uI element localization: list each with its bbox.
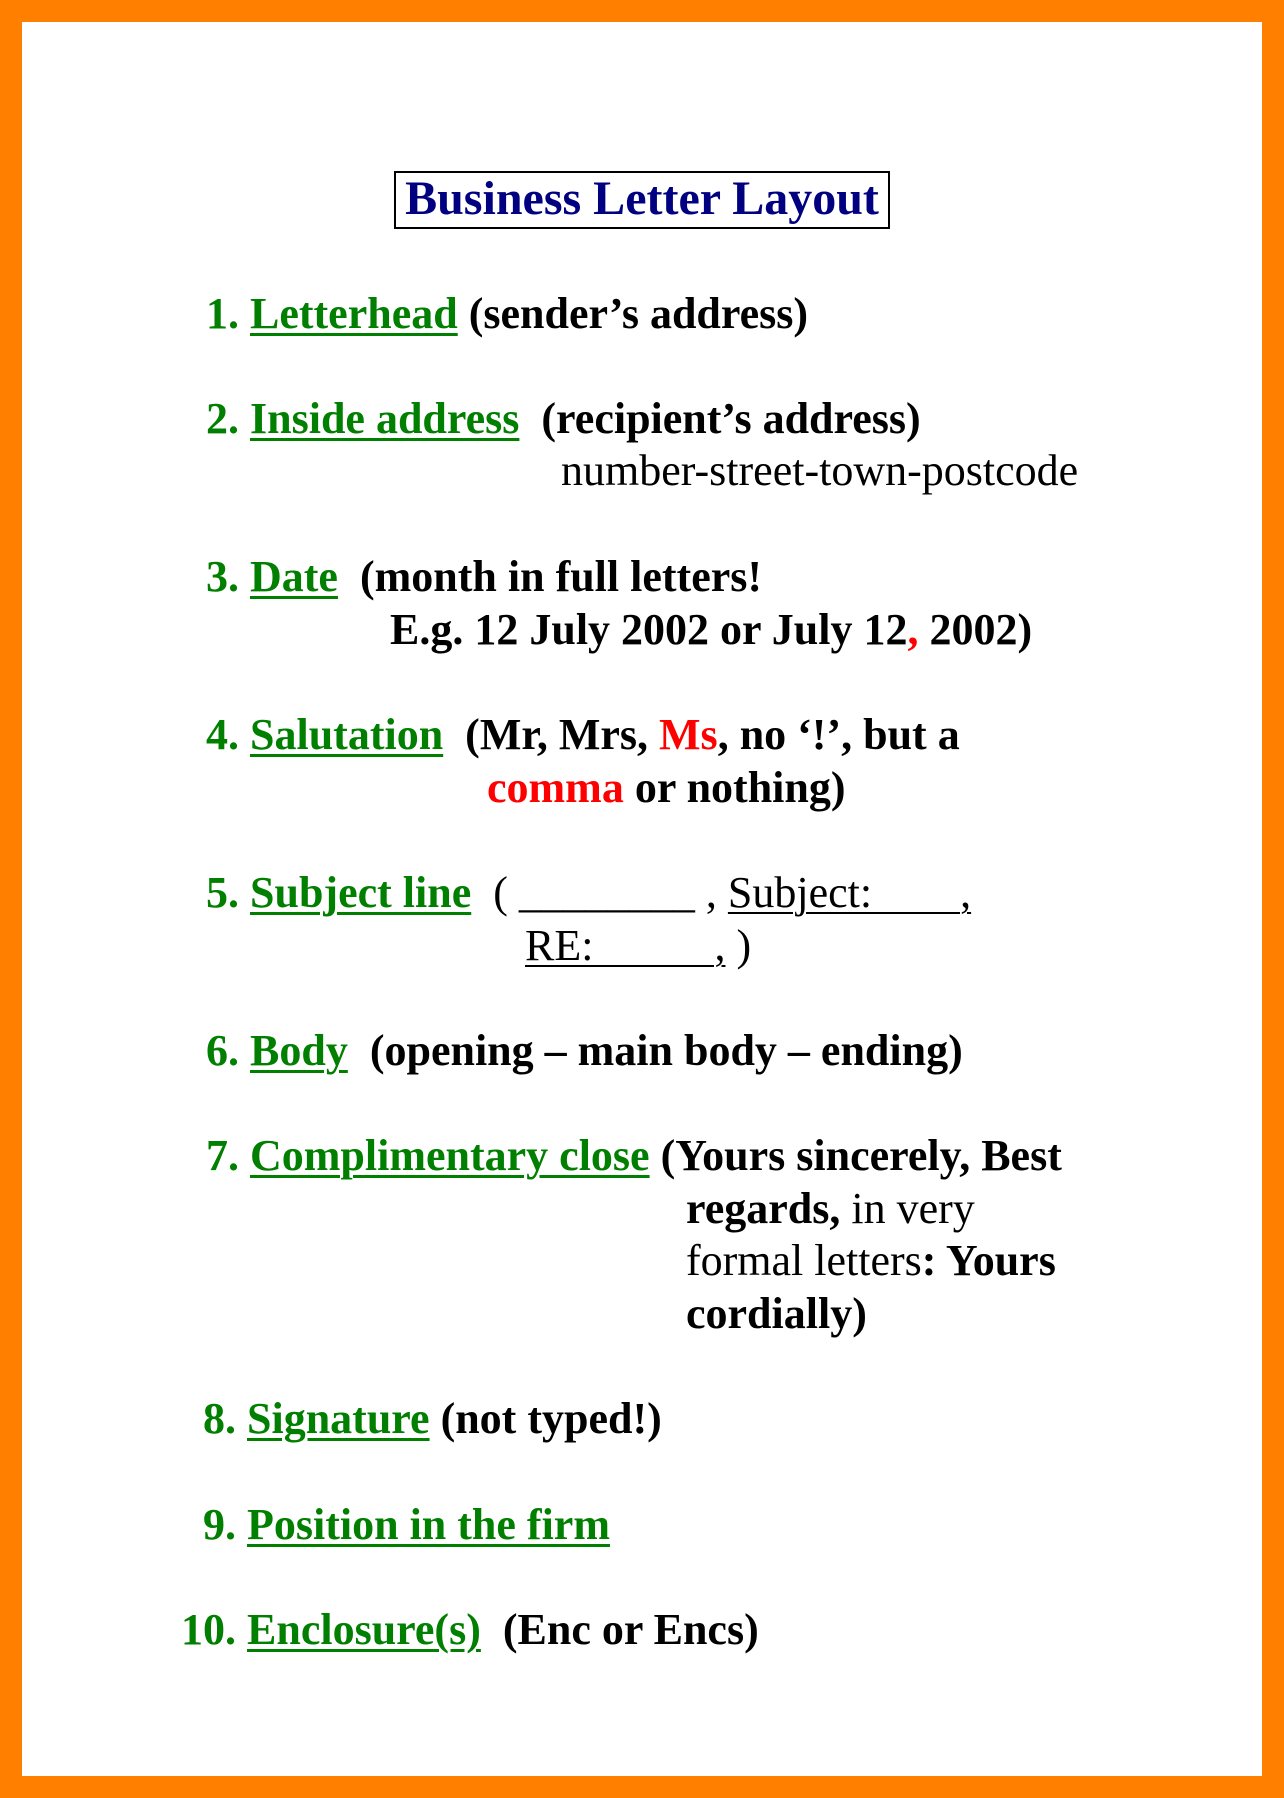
subject-label: Subject: , bbox=[727, 868, 972, 917]
list-item-date bbox=[206, 552, 763, 601]
item-term: Complimentary close bbox=[250, 1131, 650, 1180]
list-item-inside-address bbox=[206, 394, 921, 443]
item-description: (month in full letters! bbox=[359, 552, 763, 601]
ms-highlight: Ms bbox=[659, 710, 718, 759]
subject-blank: ( ________ , bbox=[493, 868, 728, 917]
salutation-titles: (Mr, Mrs, bbox=[465, 710, 660, 759]
list-item-signature bbox=[203, 1394, 662, 1443]
date-comma-highlight: , bbox=[907, 605, 919, 654]
close-formal-letters: formal letters bbox=[686, 1236, 922, 1285]
list-item-complimentary-close bbox=[206, 1131, 1062, 1180]
item-description: (not typed!) bbox=[429, 1394, 662, 1443]
list-item-enclosures bbox=[181, 1605, 759, 1654]
item-term: Letterhead bbox=[250, 289, 458, 338]
list-item-position bbox=[203, 1500, 610, 1549]
list-item-subject-line bbox=[206, 868, 972, 917]
item-description bbox=[465, 710, 960, 759]
item-description-line2 bbox=[525, 921, 752, 970]
close-regards: regards, bbox=[686, 1184, 841, 1233]
list-item-letterhead bbox=[206, 289, 809, 338]
item-description: (Yours sincerely, Best bbox=[660, 1131, 1062, 1180]
item-term: Inside address bbox=[250, 394, 520, 443]
item-description: (recipient’s address) bbox=[541, 394, 921, 443]
comma-highlight: comma bbox=[487, 763, 624, 812]
item-number: 3. bbox=[206, 552, 239, 601]
item-term: Salutation bbox=[250, 710, 444, 759]
item-description: (opening – main body – ending) bbox=[369, 1026, 963, 1075]
item-term: Position in the firm bbox=[247, 1500, 610, 1549]
date-example-end: 2002) bbox=[918, 605, 1033, 654]
salutation-rule: , no ‘!’, but a bbox=[717, 710, 960, 759]
item-description-line2 bbox=[487, 763, 846, 812]
re-label: RE: , bbox=[525, 921, 726, 970]
item-description: (Enc or Encs) bbox=[502, 1605, 759, 1654]
salutation-rule-end: or nothing) bbox=[623, 763, 846, 812]
item-number: 4. bbox=[206, 710, 239, 759]
item-number: 2. bbox=[206, 394, 239, 443]
item-number: 9. bbox=[203, 1500, 236, 1549]
item-number: 1. bbox=[206, 289, 239, 338]
item-term: Subject line bbox=[250, 868, 472, 917]
date-example: E.g. 12 July 2002 or July 12 bbox=[390, 605, 908, 654]
item-number: 5. bbox=[206, 868, 239, 917]
list-item-body bbox=[206, 1026, 963, 1075]
item-number: 7. bbox=[206, 1131, 239, 1180]
item-term: Date bbox=[250, 552, 338, 601]
item-number: 10. bbox=[181, 1605, 236, 1654]
close-formal-note: in very bbox=[840, 1184, 975, 1233]
item-description-line2 bbox=[390, 605, 1033, 654]
item-number: 8. bbox=[203, 1394, 236, 1443]
item-description-line2: number-street-town-postcode bbox=[561, 446, 1079, 495]
item-description-line3 bbox=[686, 1236, 1056, 1285]
item-description: (sender’s address) bbox=[457, 289, 809, 338]
item-term: Body bbox=[250, 1026, 348, 1075]
subject-close: ) bbox=[725, 921, 752, 970]
item-number: 6. bbox=[206, 1026, 239, 1075]
item-description-line4: cordially) bbox=[686, 1289, 867, 1338]
item-description-line2 bbox=[686, 1184, 975, 1233]
item-term: Enclosure(s) bbox=[247, 1605, 481, 1654]
item-term: Signature bbox=[247, 1394, 430, 1443]
page-title: Business Letter Layout bbox=[394, 171, 890, 229]
close-yours: : Yours bbox=[921, 1236, 1056, 1285]
list-item-salutation bbox=[206, 710, 960, 759]
